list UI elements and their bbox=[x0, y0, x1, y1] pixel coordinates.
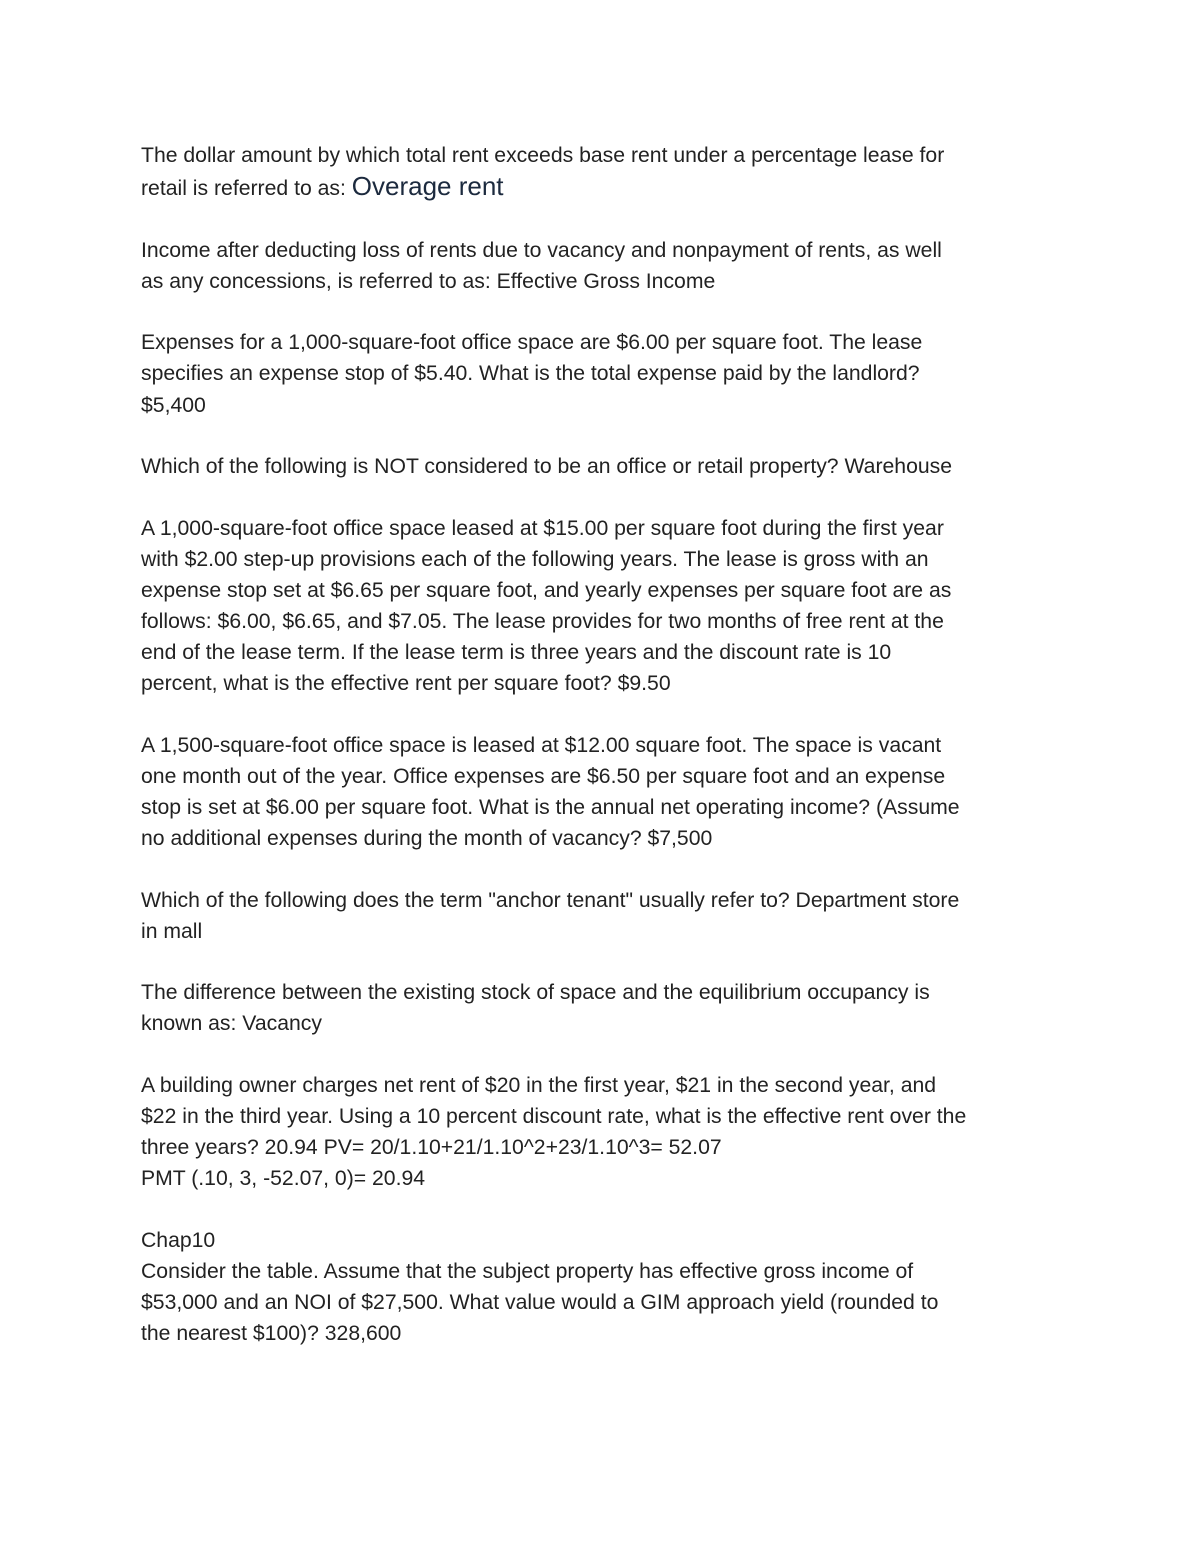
paragraph-chap10-gim bbox=[141, 1225, 1066, 1349]
text-line: one month out of the year. Office expenses are $6.50 per square foot and an expense bbox=[141, 764, 946, 788]
text-line: with $2.00 step-up provisions each of the following years. The lease is gross with an bbox=[141, 547, 929, 571]
text-line: The dollar amount by which total rent exceeds base rent under a percentage lease for bbox=[141, 144, 945, 167]
text-line: end of the lease term. If the lease term is three years and the discount rate is 10 bbox=[141, 641, 892, 665]
paragraph-expense-stop bbox=[141, 327, 1066, 420]
paragraph-vacancy bbox=[141, 977, 1066, 1039]
text-line: The difference between the existing stock of space and the equilibrium occupancy is bbox=[141, 981, 930, 1005]
text-line: expense stop set at $6.65 per square foot, and yearly expenses per square foot are as bbox=[141, 578, 952, 602]
document-body bbox=[141, 140, 1066, 1349]
text-line: in mall bbox=[141, 919, 203, 943]
text-line: three years? 20.94 PV= 20/1.10+21/1.10^2+23/1.10^3= 52.07 bbox=[141, 1136, 722, 1160]
paragraph-effective-gross-income bbox=[141, 235, 1066, 297]
text-line: PMT (.10, 3, -52.07, 0)= 20.94 bbox=[141, 1167, 426, 1191]
paragraph-warehouse bbox=[141, 451, 1066, 482]
text-line: $53,000 and an NOI of $27,500. What value would a GIM approach yield (rounded to bbox=[141, 1291, 939, 1315]
text-line: no additional expenses during the month of vacancy? $7,500 bbox=[141, 827, 713, 851]
paragraph-net-rent-effective bbox=[141, 1070, 1066, 1194]
text-line: A 1,500-square-foot office space is leased at $12.00 square foot. The space is vacant bbox=[141, 733, 942, 757]
section-heading: Chap10 bbox=[141, 1228, 216, 1252]
text-line: $22 in the third year. Using a 10 percent discount rate, what is the effective rent over the bbox=[141, 1105, 967, 1129]
paragraph-overage-rent bbox=[141, 140, 1066, 204]
text-line: specifies an expense stop of $5.40. What is the total expense paid by the landlord? bbox=[141, 362, 920, 386]
text-line: stop is set at $6.00 per square foot. What is the annual net operating income? (Assume bbox=[141, 796, 960, 819]
paragraph-anchor-tenant bbox=[141, 885, 1066, 947]
answer-overage-rent: Overage rent bbox=[351, 171, 504, 202]
text-line: Expenses for a 1,000-square-foot office space are $6.00 per square foot. The lease bbox=[141, 331, 923, 355]
text-line: follows: $6.00, $6.65, and $7.05. The lease provides for two months of free rent at the bbox=[141, 610, 944, 634]
text-line: $5,400 bbox=[141, 393, 206, 417]
text-line: the nearest $100)? 328,600 bbox=[141, 1322, 402, 1346]
paragraph-effective-rent-step-up bbox=[141, 513, 1066, 700]
text-line: Consider the table. Assume that the subject property has effective gross income of bbox=[141, 1260, 914, 1284]
paragraph-net-operating-income bbox=[141, 730, 1066, 854]
text-line: as any concessions, is referred to as: Effective Gross Income bbox=[141, 269, 716, 293]
text-line: Which of the following is NOT considered to be an office or retail property? Warehouse bbox=[141, 455, 953, 479]
text-fragment: retail is referred to as: bbox=[141, 177, 352, 201]
text-line: known as: Vacancy bbox=[141, 1012, 322, 1036]
text-line: A building owner charges net rent of $20 in the first year, $21 in the second year, and bbox=[141, 1074, 937, 1098]
text-line: Income after deducting loss of rents due to vacancy and nonpayment of rents, as well bbox=[141, 238, 942, 262]
text-line bbox=[141, 171, 1066, 204]
text-line: A 1,000-square-foot office space leased at $15.00 per square foot during the first year bbox=[141, 516, 944, 540]
text-line: percent, what is the effective rent per square foot? $9.50 bbox=[141, 672, 671, 696]
text-line: Which of the following does the term "anchor tenant" usually refer to? Department store bbox=[141, 888, 960, 912]
